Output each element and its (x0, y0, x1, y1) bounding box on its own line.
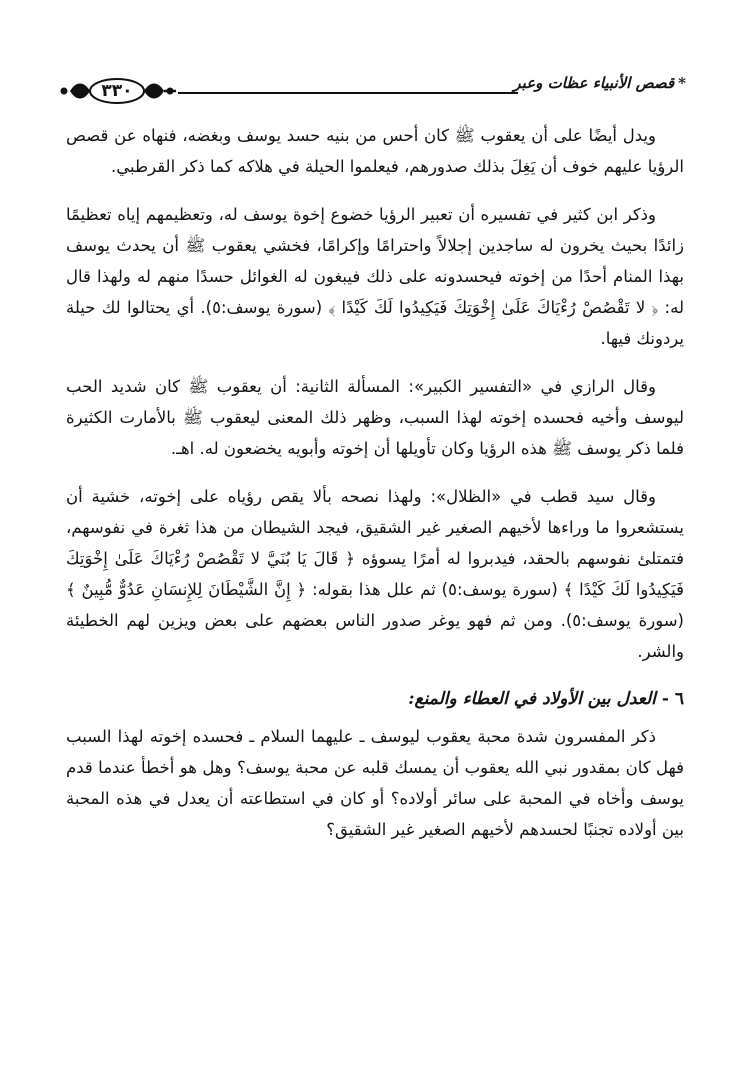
paragraph-4: وقال سيد قطب في «الظلال»: ولهذا نصحه بألا يقص رؤياه على إخوته، خشية أن يستشعروا ما وراءها لأخيهم الصغير غير الشقيق، فيجد الشيطان من هذا ثغرة في نفوسهم، فتمتلئ نفوسهم بالحقد، فيدبروا له أمرًا يسوؤه ﴿ قَالَ يَا بُنَيَّ لا تَقْصُصْ رُءْيَاكَ عَلَىٰ إِخْوَتِكَ فَيَكِيدُوا لَكَ كَيْدًا ﴾ (سورة يوسف:٥) ثم علل هذا بقوله: ﴿ إِنَّ الشَّيْطَانَ لِلإِنسَانِ عَدُوٌّ مُّبِينٌ ﴾ (سورة يوسف:٥). ومن ثم فهو يوغر صدور الناس بعضهم على بعض ويزين لهم الخطيئة والشر. (66, 487, 684, 661)
header-rule (178, 92, 518, 94)
running-title-text: قصص الأنبياء عظات وعبر (513, 74, 675, 92)
section-title: العدل بين الأولاد في العطاء والمنع: (408, 689, 656, 709)
page-number-frame (56, 72, 176, 112)
star-ornament: * (678, 74, 686, 92)
paragraph-1: ويدل أيضًا على أن يعقوب ﷺ كان أحس من بنيه حسد يوسف وبغضه، فنهاه عن قصص الرؤيا عليهم خوف أن يَغِلَ بذلك صدورهم، فيعلموا الحيلة في هلاكه كما ذكر القرطبي. (66, 126, 684, 176)
paragraph-5: ذكر المفسرون شدة محبة يعقوب ليوسف ـ عليهما السلام ـ فحسده إخوته لهذا السبب فهل كان بمقدور نبي الله يعقوب أن يمسك قلبه عن محبة يوسف؟ وهل هو أخطأ عندما قدم يوسف وأخاه في المحبة على سائر أولاده؟ أو كان في استطاعته أن يعدل في هذه المحبة بين أولاده تجنبًا لحسدهم لأخيهم الصغير غير الشقيق؟ (66, 727, 684, 839)
paragraph-2: وذكر ابن كثير في تفسيره أن تعبير الرؤيا خضوع إخوة يوسف له، وتعظيمهم إياه تعظيمًا زائدًا بحيث يخرون له ساجدين إجلالاً واحترامًا وإكرامًا، فخشي يعقوب ﷺ أن يحدث يوسف بهذا المنام أحدًا من إخوته فيحسدونه على ذلك فيبغون له الغوائل حسدًا منهم له ولهذا قال له: ﴿ لا تَقْصُصْ رُءْيَاكَ عَلَىٰ إِخْوَتِكَ فَيَكِيدُوا لَكَ كَيْدًا ﴾ (سورة يوسف:٥). أي يحتالوا لك حيلة يردونك فيها. (66, 205, 684, 348)
running-title (513, 74, 686, 92)
page-body (66, 120, 684, 862)
section-number: ٦ - (661, 689, 684, 709)
paragraph-3: وقال الرازي في «التفسير الكبير»: المسألة الثانية: أن يعقوب ﷺ كان شديد الحب ليوسف وأخيه فحسده إخوته لهذا السبب، وظهر ذلك المعنى ليعقوب ﷺ بالأمارت الكثيرة فلما ذكر يوسف ﷺ هذه الرؤيا وكان تأويلها أن إخوته وأبويه يخضعون له. اهـ. (66, 377, 684, 458)
page-header (56, 72, 686, 112)
section-heading (66, 684, 684, 715)
page-number: ٣٣٠ (101, 81, 133, 101)
